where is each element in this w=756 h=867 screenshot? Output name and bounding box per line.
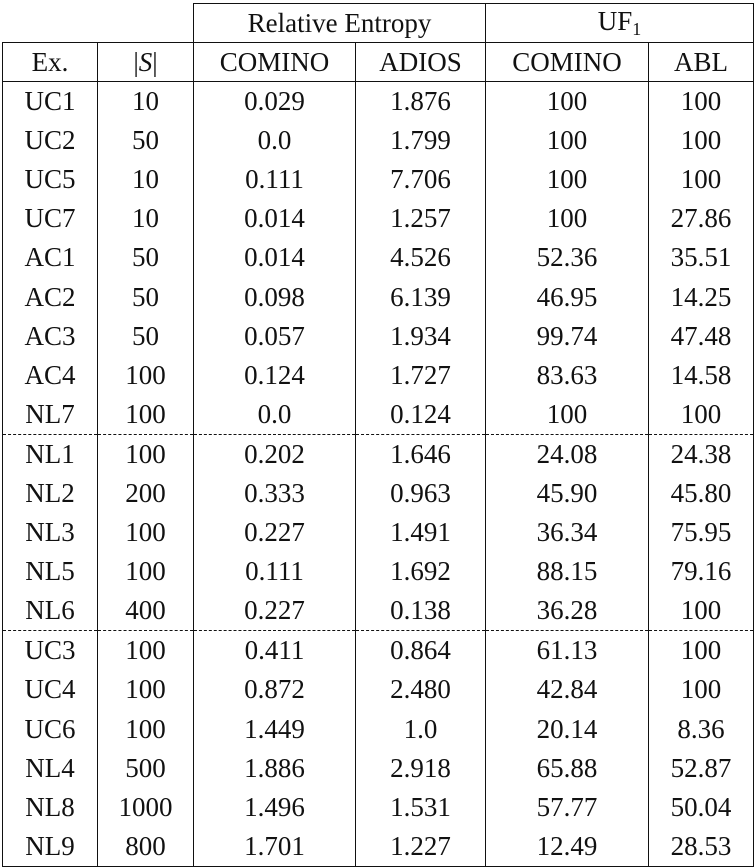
cell-example: UC2 (3, 121, 98, 160)
cell-example: NL6 (3, 591, 98, 631)
cell-uf-comino: 100 (486, 199, 649, 238)
cell-entropy-comino: 0.333 (194, 474, 356, 513)
cell-uf-abl: 100 (649, 160, 754, 199)
cell-entropy-comino: 1.886 (194, 749, 356, 788)
cell-entropy-comino: 0.098 (194, 277, 356, 316)
table-row (3, 631, 754, 671)
cell-entropy-adios: 1.227 (356, 827, 486, 867)
cell-uf-comino: 100 (486, 160, 649, 199)
cell-uf-comino: 100 (486, 121, 649, 160)
cell-set-size: 800 (98, 827, 194, 867)
abs-bar-right: | (152, 46, 158, 77)
table-row (3, 356, 754, 395)
cell-entropy-comino: 0.111 (194, 552, 356, 591)
cell-set-size: 100 (98, 356, 194, 395)
cell-set-size: 10 (98, 160, 194, 199)
cell-uf-comino: 88.15 (486, 552, 649, 591)
cell-entropy-adios: 1.0 (356, 710, 486, 749)
table-row (3, 395, 754, 435)
col-header-uf-comino: COMINO (486, 43, 649, 82)
table-row (3, 199, 754, 238)
cell-entropy-adios: 1.257 (356, 199, 486, 238)
cell-set-size: 100 (98, 513, 194, 552)
cell-set-size: 100 (98, 710, 194, 749)
table-row (3, 160, 754, 199)
cell-uf-abl: 100 (649, 670, 754, 709)
cell-uf-comino: 46.95 (486, 277, 649, 316)
table-body (3, 82, 754, 867)
cell-uf-abl: 8.36 (649, 710, 754, 749)
cell-set-size: 100 (98, 552, 194, 591)
cell-uf-abl: 27.86 (649, 199, 754, 238)
cell-entropy-adios: 1.491 (356, 513, 486, 552)
cell-uf-comino: 83.63 (486, 356, 649, 395)
cell-example: NL9 (3, 827, 98, 867)
table-row (3, 552, 754, 591)
col-header-s (98, 43, 194, 82)
cell-entropy-comino: 1.496 (194, 788, 356, 827)
cell-entropy-adios: 6.139 (356, 277, 486, 316)
cell-example: UC1 (3, 82, 98, 122)
cell-entropy-comino: 0.227 (194, 591, 356, 631)
cell-example: NL4 (3, 749, 98, 788)
col-header-uf-abl: ABL (649, 43, 754, 82)
cell-entropy-adios: 1.646 (356, 434, 486, 474)
cell-entropy-comino: 0.014 (194, 199, 356, 238)
cell-entropy-comino: 0.124 (194, 356, 356, 395)
cell-example: UC7 (3, 199, 98, 238)
cell-uf-comino: 12.49 (486, 827, 649, 867)
cell-example: NL1 (3, 434, 98, 474)
cell-example: NL3 (3, 513, 98, 552)
cell-set-size: 10 (98, 199, 194, 238)
results-table (2, 3, 754, 867)
cell-uf-comino: 61.13 (486, 631, 649, 671)
cell-uf-comino: 100 (486, 395, 649, 435)
cell-entropy-comino: 0.111 (194, 160, 356, 199)
cell-set-size: 100 (98, 434, 194, 474)
cell-entropy-comino: 0.057 (194, 317, 356, 356)
cell-example: NL2 (3, 474, 98, 513)
cell-uf-comino: 100 (486, 82, 649, 122)
cell-uf-comino: 99.74 (486, 317, 649, 356)
col-header-entropy-comino: COMINO (194, 43, 356, 82)
cell-set-size: 1000 (98, 788, 194, 827)
cell-entropy-adios: 4.526 (356, 238, 486, 277)
group-header-blank (3, 4, 194, 43)
cell-uf-abl: 100 (649, 82, 754, 122)
cell-example: NL8 (3, 788, 98, 827)
column-header-row (3, 43, 754, 82)
table-row (3, 238, 754, 277)
col-header-entropy-adios: ADIOS (356, 43, 486, 82)
cell-entropy-adios: 2.918 (356, 749, 486, 788)
cell-set-size: 50 (98, 121, 194, 160)
cell-set-size: 100 (98, 670, 194, 709)
cell-uf-comino: 65.88 (486, 749, 649, 788)
cell-uf-comino: 20.14 (486, 710, 649, 749)
cell-uf-comino: 45.90 (486, 474, 649, 513)
cell-entropy-adios: 7.706 (356, 160, 486, 199)
cell-set-size: 100 (98, 631, 194, 671)
set-s-symbol: S (138, 46, 153, 77)
cell-entropy-adios: 2.480 (356, 670, 486, 709)
cell-uf-abl: 100 (649, 631, 754, 671)
cell-uf-comino: 42.84 (486, 670, 649, 709)
table-row (3, 121, 754, 160)
cell-example: UC4 (3, 670, 98, 709)
cell-uf-comino: 57.77 (486, 788, 649, 827)
cell-example: UC6 (3, 710, 98, 749)
cell-set-size: 400 (98, 591, 194, 631)
uf-subscript: 1 (632, 19, 642, 39)
cell-uf-abl: 52.87 (649, 749, 754, 788)
cell-entropy-adios: 1.934 (356, 317, 486, 356)
cell-entropy-adios: 1.531 (356, 788, 486, 827)
table-row (3, 513, 754, 552)
cell-set-size: 50 (98, 317, 194, 356)
cell-uf-abl: 79.16 (649, 552, 754, 591)
cell-entropy-comino: 0.0 (194, 121, 356, 160)
table-row (3, 474, 754, 513)
cell-example: AC1 (3, 238, 98, 277)
table-row (3, 82, 754, 122)
cell-uf-abl: 14.58 (649, 356, 754, 395)
cell-set-size: 50 (98, 238, 194, 277)
uf-label: UF (597, 6, 633, 36)
cell-entropy-adios: 1.692 (356, 552, 486, 591)
cell-entropy-adios: 0.963 (356, 474, 486, 513)
cell-uf-abl: 47.48 (649, 317, 754, 356)
cell-set-size: 50 (98, 277, 194, 316)
table-row (3, 317, 754, 356)
col-header-ex: Ex. (3, 43, 98, 82)
cell-entropy-adios: 1.727 (356, 356, 486, 395)
cell-uf-abl: 28.53 (649, 827, 754, 867)
cell-example: AC2 (3, 277, 98, 316)
table-row (3, 277, 754, 316)
table-row (3, 710, 754, 749)
cell-uf-abl: 35.51 (649, 238, 754, 277)
cell-set-size: 500 (98, 749, 194, 788)
cell-uf-abl: 50.04 (649, 788, 754, 827)
cell-entropy-adios: 0.124 (356, 395, 486, 435)
cell-uf-abl: 100 (649, 121, 754, 160)
table-row (3, 434, 754, 474)
cell-set-size: 10 (98, 82, 194, 122)
table-row (3, 827, 754, 867)
cell-entropy-adios: 1.876 (356, 82, 486, 122)
cell-entropy-comino: 0.014 (194, 238, 356, 277)
cell-uf-abl: 24.38 (649, 434, 754, 474)
cell-example: AC3 (3, 317, 98, 356)
cell-uf-comino: 52.36 (486, 238, 649, 277)
cell-entropy-comino: 0.202 (194, 434, 356, 474)
table-row (3, 749, 754, 788)
cell-entropy-adios: 0.138 (356, 591, 486, 631)
cell-uf-comino: 36.28 (486, 591, 649, 631)
cell-entropy-comino: 0.872 (194, 670, 356, 709)
cell-example: NL7 (3, 395, 98, 435)
cell-uf-comino: 24.08 (486, 434, 649, 474)
cell-uf-abl: 14.25 (649, 277, 754, 316)
cell-entropy-comino: 0.0 (194, 395, 356, 435)
cell-entropy-adios: 0.864 (356, 631, 486, 671)
table-row (3, 788, 754, 827)
cell-uf-abl: 100 (649, 591, 754, 631)
cell-uf-comino: 36.34 (486, 513, 649, 552)
group-header-row (3, 4, 754, 43)
cell-example: AC4 (3, 356, 98, 395)
group-header-relative-entropy: Relative Entropy (194, 4, 486, 43)
cell-entropy-comino: 0.227 (194, 513, 356, 552)
cell-example: NL5 (3, 552, 98, 591)
cell-uf-abl: 45.80 (649, 474, 754, 513)
cell-entropy-comino: 0.411 (194, 631, 356, 671)
cell-set-size: 200 (98, 474, 194, 513)
abs-bar-left: | (133, 46, 139, 77)
cell-entropy-comino: 1.701 (194, 827, 356, 867)
table-row (3, 591, 754, 631)
table-row (3, 670, 754, 709)
cell-entropy-comino: 0.029 (194, 82, 356, 122)
cell-example: UC3 (3, 631, 98, 671)
cell-set-size: 100 (98, 395, 194, 435)
cell-example: UC5 (3, 160, 98, 199)
cell-uf-abl: 75.95 (649, 513, 754, 552)
cell-entropy-comino: 1.449 (194, 710, 356, 749)
group-header-uf1 (486, 4, 754, 43)
cell-uf-abl: 100 (649, 395, 754, 435)
cell-entropy-adios: 1.799 (356, 121, 486, 160)
